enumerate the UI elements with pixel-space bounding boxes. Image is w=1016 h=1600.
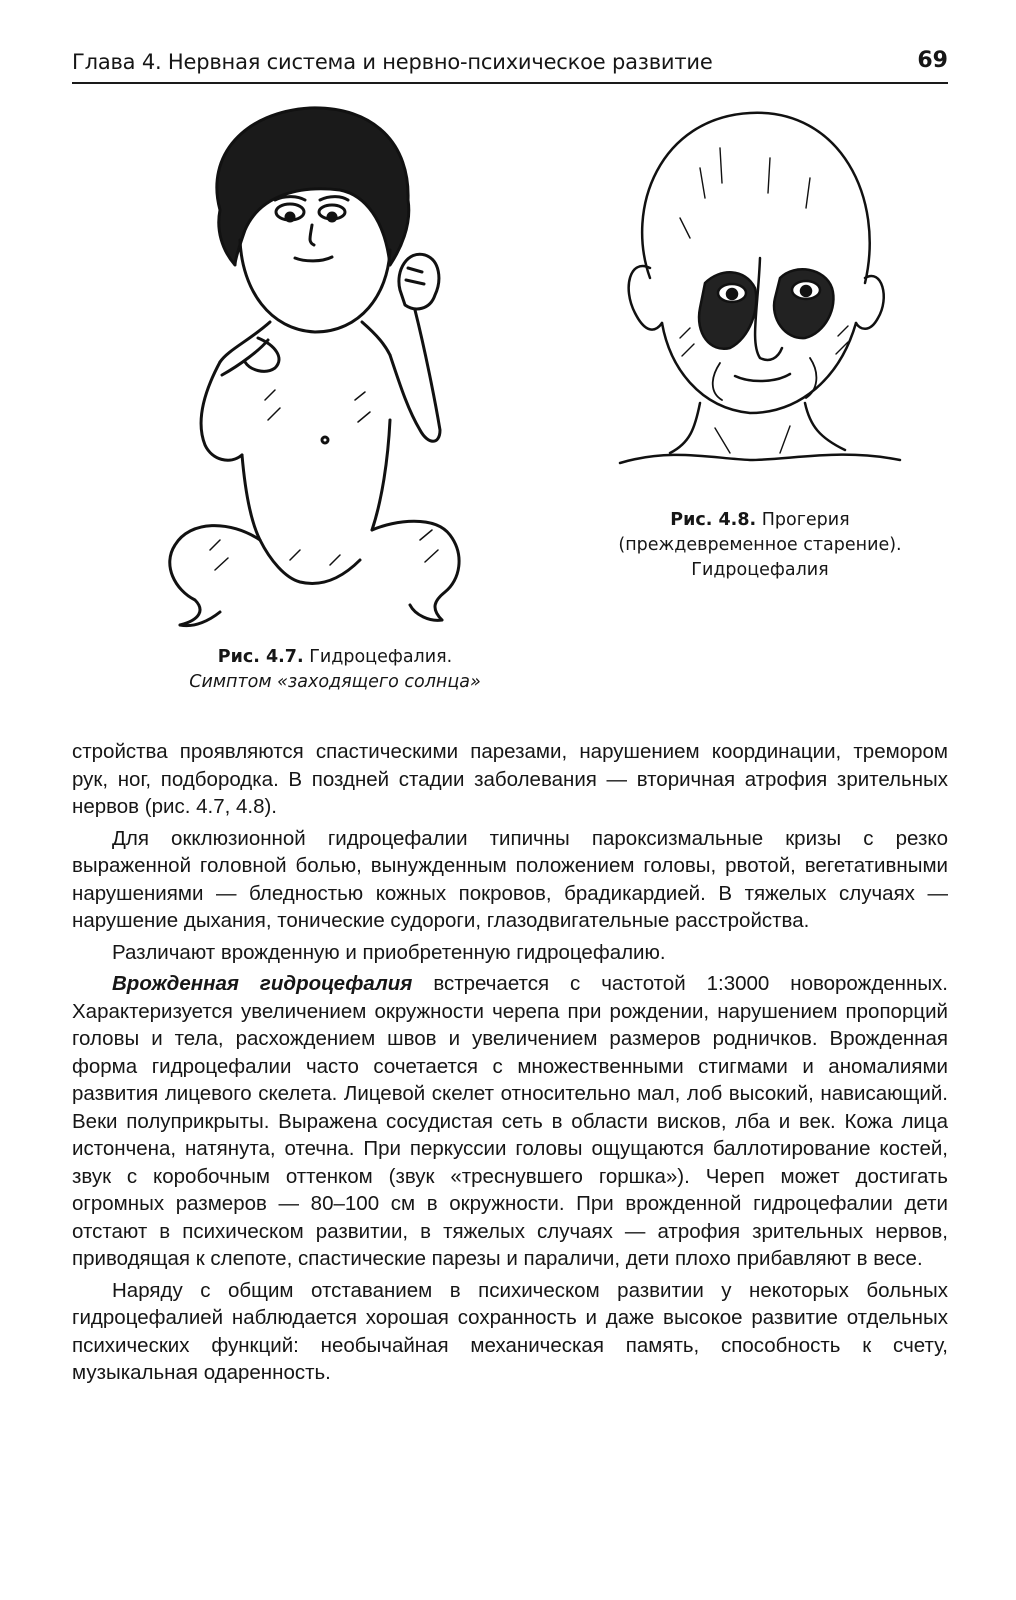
term-congenital-hydrocephalus: Врожденная гидроцефалия [112,972,413,995]
chapter-title: Глава 4. Нервная система и нервно-психическое развитие [72,50,713,74]
progeria-portrait-drawing [610,108,910,478]
paragraph-5: Наряду с общим отставанием в психическом развитии у некоторых больных гидроцефалией наблюдается хорошая сохранность и даже высокое развитие отдельных психических функций: необычайная механическая память, способность к счету, музыкальная одаренность. [72,1278,948,1384]
paragraph-2: Для окклюзионной гидроцефалии типичны пароксизмальные кризы с резко выраженной головной болью, вынужденным положением головы, рвотой, вегетативными нарушениями — бледностью кожных покровов, брадикардией. В тяжелых случаях — нарушение дыхания, тонические судороги, глазодвигательные расстройства. [72,826,948,932]
page-header [72,48,948,84]
body-text [72,738,948,1391]
figure-4-8-caption-line3: Гидроцефалия [691,560,829,580]
figure-4-7-caption [150,645,520,695]
figure-4-7-label: Рис. 4.7. [217,647,304,667]
figure-4-8-caption-line2: (преждевременное старение). [618,535,902,555]
infant-drawing [150,100,520,640]
paragraph-4 [72,970,948,1273]
figure-4-8-caption-line1: Прогерия [761,510,850,530]
page-number: 69 [917,48,948,73]
figure-4-7-illustration [150,100,520,640]
paragraph-1: стройства проявляются спастическими парезами, нарушением координации, тремором рук, ног, подбородка. В поздней стадии заболевания — вторичная атрофия зрительных нервов (рис. 4.7, 4.8). [72,740,948,818]
figure-4-8-label: Рис. 4.8. [670,510,757,530]
figure-4-8-caption [590,508,930,583]
figure-4-7-caption-line1: Гидроцефалия. [309,647,453,667]
paragraph-4-text: встречается с частотой 1:3000 новорожденных. Характеризуется увеличением окружности черепа при рождении, нарушением пропорций головы и тела, расхождением швов и увеличением размеров родничков. Врожденная форма гидроцефалии часто сочетается с множественными стигмами и аномалиями развития лицевого скелета. Лицевой скелет относительно мал, лоб высокий, нависающий. Веки полуприкрыты. Выражена сосудистая сеть в области висков, лба и век. Кожа лица истончена, натянута, отечна. При перкуссии головы ощущаются баллотирование костей, звук с коробочным оттенком (звук «треснувшего горшка»). Череп может достигать огромных размеров — 80–100 см в окружности. При врожденной гидроцефалии дети отстают в психическом развитии, в тяжелых случаях — атрофия зрительных нервов, приводящая к слепоте, спастические парезы и параличи, дети плохо прибавляют в весе. [72,972,949,1270]
paragraph-3: Различают врожденную и приобретенную гидроцефалию. [112,940,666,964]
figure-4-8-illustration [610,108,910,478]
figure-4-7-caption-line2: Симптом «заходящего солнца» [189,672,481,692]
